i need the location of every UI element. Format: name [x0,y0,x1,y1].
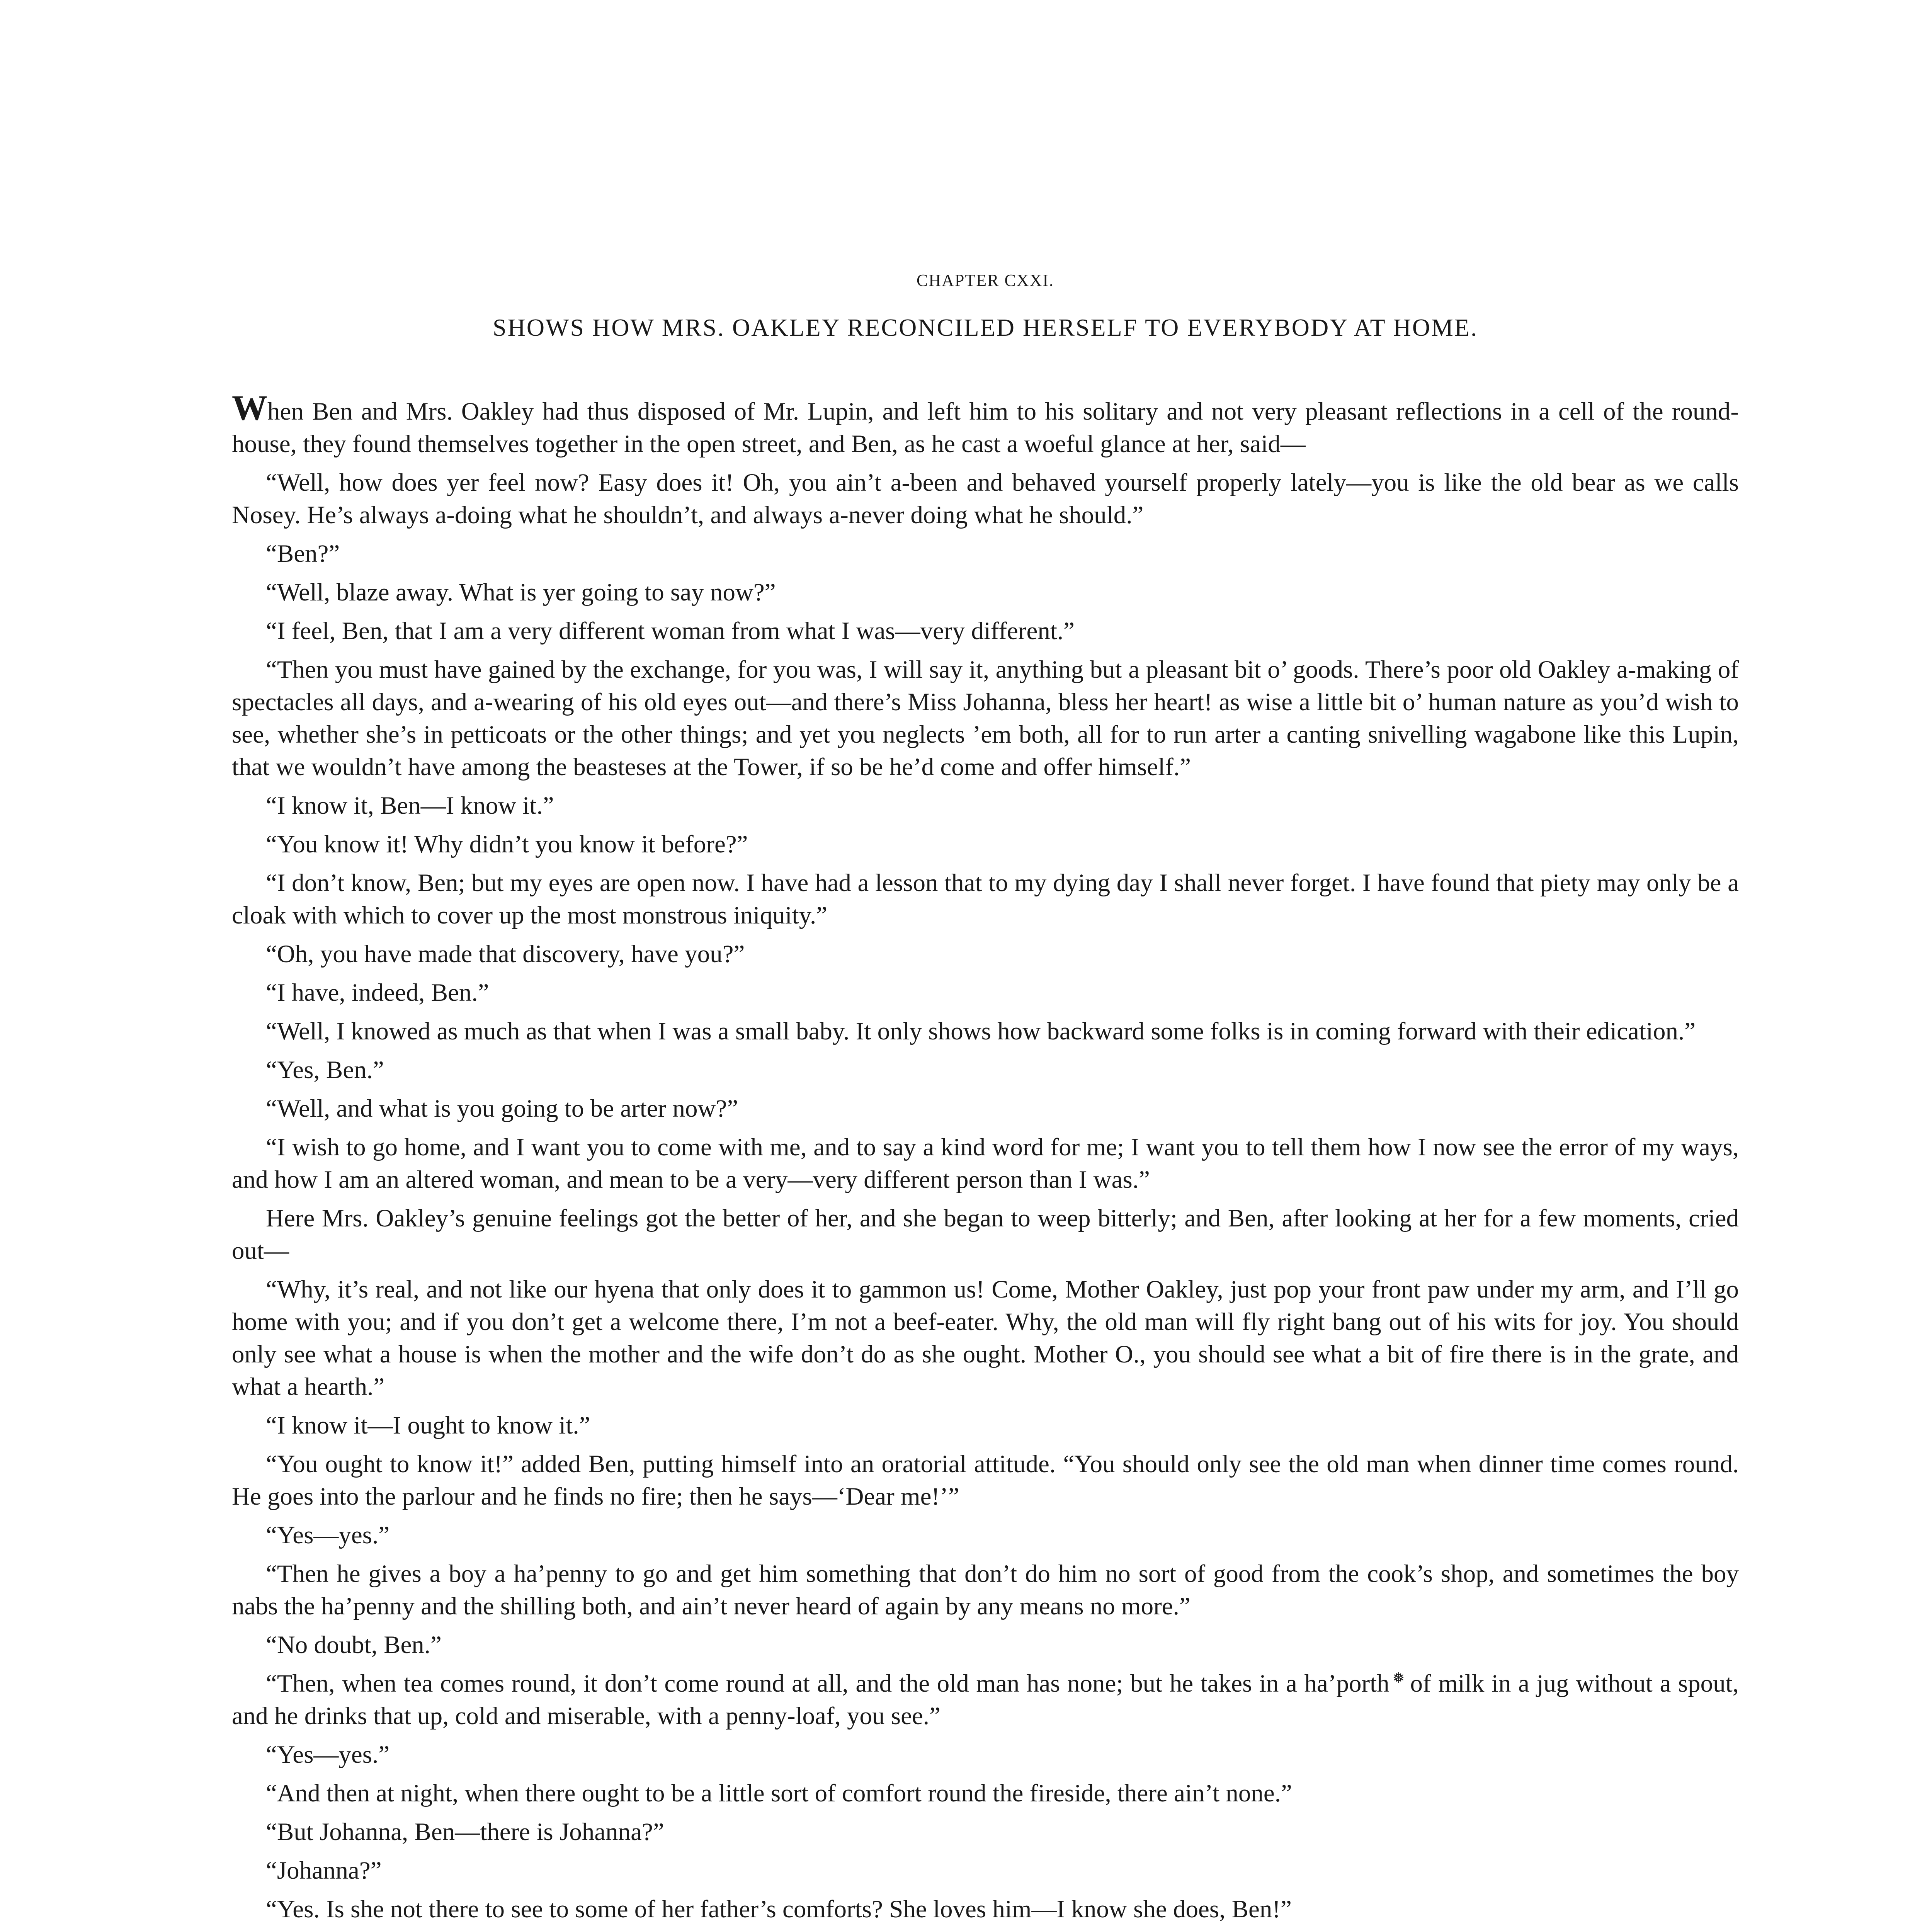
footnote-paragraph [232,1667,1739,1732]
paragraph: “I have, indeed, Ben.” [266,979,489,1007]
paragraph: “Why, it’s real, and not like our hyena that only does it to gammon us! Come, Mother Oakley, just pop your front paw under my arm, and I’ll go home with you; and if you don’t get a welcome there, I’m not a beef-eater. Why, the old man will fly right bang out of his wits for joy. You should only see what a house is when the mother and the wife don’t do as she ought. Mother O., you should see what a bit of fire there is in the grate, and what a hearth.” [232,1276,1739,1401]
paragraph: “Johanna?” [266,1857,382,1884]
paragraph: “Then he gives a boy a ha’penny to go and get him something that don’t do him no sort of good from the cook’s shop, and sometimes the boy nabs the ha’penny and the shilling both, and ain’t never heard of again by any means no more.” [232,1560,1739,1620]
first-paragraph [232,388,1739,460]
footnote-mark-icon: ❅ [1392,1670,1405,1687]
paragraph: “Ben?” [266,540,340,568]
paragraph: “I don’t know, Ben; but my eyes are open now. I have had a lesson that to my dying day I shall never forget. I have found that piety may only be a cloak with which to cover up the most monstrous iniquity.” [232,869,1739,929]
paragraph: “Yes. Is she not there to see to some of her father’s comforts? She loves him—I know she does, Ben!” [266,1895,1292,1923]
footnote-paragraph-after: of milk in a jug without a spout, and he drinks that up, cold and miserable, with a penny-loaf, you see.” [232,1670,1739,1730]
paragraph: Here Mrs. Oakley’s genuine feelings got the better of her, and she began to weep bitterly; and Ben, after looking at her for a few moments, cried out— [232,1204,1739,1265]
paragraph: “You know it! Why didn’t you know it before?” [266,830,748,858]
paragraph: “Well, blaze away. What is yer going to say now?” [266,578,776,606]
chapter-number: CHAPTER CXXI. [916,271,1054,290]
drop-cap: W [232,388,267,427]
footnote-paragraph-before: “Then, when tea comes round, it don’t come round at all, and the old man has none; but he takes in a ha’porth [266,1670,1389,1697]
paragraph: “I feel, Ben, that I am a very different woman from what I was—very different.” [266,617,1075,645]
paragraph: “Yes, Ben.” [266,1056,384,1084]
paragraph: “I know it, Ben—I know it.” [266,792,554,820]
first-paragraph-text: hen Ben and Mrs. Oakley had thus disposed of Mr. Lupin, and left him to his solitary and not very pleasant reflections in a cell of the round-house, they found themselves together in the open street, and Ben, as he cast a woeful glance at her, said— [232,398,1739,458]
paragraph: “No doubt, Ben.” [266,1631,442,1659]
paragraph: “Oh, you have made that discovery, have you?” [266,940,745,968]
paragraph: “I know it—I ought to know it.” [266,1412,590,1439]
paragraph: “But Johanna, Ben—there is Johanna?” [266,1818,664,1846]
paragraph: “I wish to go home, and I want you to come with me, and to say a kind word for me; I want you to tell them how I now see the error of my ways, and how I am an altered woman, and mean to be a very—very different person than I was.” [232,1133,1739,1194]
paragraphs-block-2 [232,1738,1739,1932]
paragraph: “And then at night, when there ought to be a little sort of comfort round the fireside, there ain’t none.” [266,1779,1292,1807]
paragraphs-block-1 [232,466,1739,1661]
paragraph: “Well, how does yer feel now? Easy does it! Oh, you ain’t a-been and behaved yourself properly lately—you is like the old bear as we calls Nosey. He’s always a-doing what he shouldn’t, and always a-never doing what he should.” [232,469,1739,529]
page-content [232,270,1739,1932]
paragraph: “Yes—yes.” [266,1741,390,1769]
paragraph: “Yes—yes.” [266,1521,390,1549]
paragraph: “Well, I knowed as much as that when I was a small baby. It only shows how backward some folks is in coming forward with their edication.” [266,1017,1696,1045]
paragraph: “Well, and what is you going to be arter now?” [266,1095,738,1122]
chapter-title: SHOWS HOW MRS. OAKLEY RECONCILED HERSELF TO EVERYBODY AT HOME. [493,314,1478,341]
paragraph: “You ought to know it!” added Ben, putting himself into an oratorial attitude. “You should only see the old man when dinner time comes round. He goes into the parlour and he finds no fire; then he says—‘Dear me!’” [232,1450,1739,1510]
paragraph: “Then you must have gained by the exchange, for you was, I will say it, anything but a pleasant bit o’ goods. There’s poor old Oakley a-making of spectacles all days, and a-wearing of his old eyes out—and there’s Miss Johanna, bless her heart! as wise a little bit o’ human nature as you’d wish to see, whether she’s in petticoats or the other things; and yet you neglects ’em both, all for to run arter a canting snivelling wagabone like this Lupin, that we wouldn’t have among the beasteses at the Tower, if so be he’d come and offer himself.” [232,656,1739,781]
